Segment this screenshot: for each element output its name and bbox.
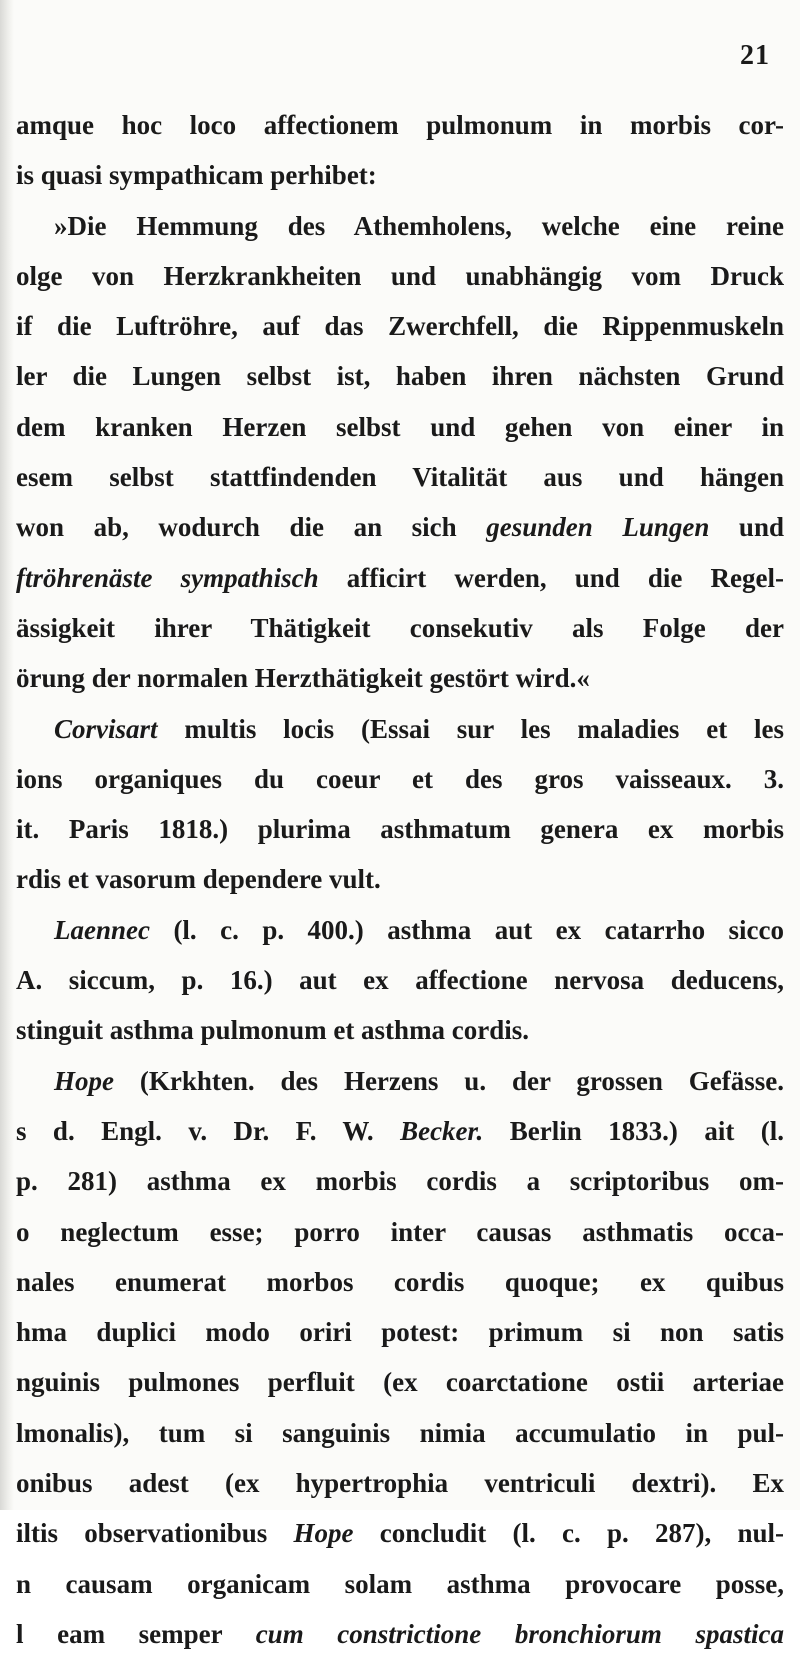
- text-line: o neglectum esse; porro inter causas asthmatis occa-: [16, 1216, 784, 1247]
- italic-text: Corvisart: [54, 713, 158, 744]
- text-line: it. Paris 1818.) plurima asthmatum genera ex morbis: [16, 814, 784, 845]
- text-line: p. 281) asthma ex morbis cordis a scriptoribus om-: [16, 1166, 784, 1197]
- body-text: [16, 100, 784, 1659]
- italic-text: gesunden Lungen: [486, 512, 710, 543]
- text-line: »Die Hemmung des Athemholens, welche eine reine: [54, 210, 784, 241]
- text-line: A. siccum, p. 16.) aut ex affectione nervosa deducens,: [16, 965, 784, 996]
- text-line: if die Luftröhre, auf das Zwerchfell, die Rippenmuskeln: [16, 311, 784, 342]
- text-line: hma duplici modo oriri potest: primum si non satis: [16, 1317, 784, 1348]
- text-line: esem selbst stattfindenden Vitalität aus und hängen: [16, 462, 784, 493]
- text-line: amque hoc loco affectionem pulmonum in morbis cor-: [16, 110, 784, 140]
- italic-text: ftröhrenäste sympathisch: [16, 562, 319, 593]
- text-line: örung der normalen Herzthätigkeit gestört wird.«: [16, 663, 590, 694]
- text-line: onibus adest (ex hypertrophia ventriculi dextri). Ex: [16, 1468, 784, 1499]
- text-line: ions organiques du coeur et des gros vaisseaux. 3.: [16, 763, 784, 794]
- text-line: s d. Engl. v. Dr. F. W. Becker. Berlin 1833.) ait (l.: [16, 1115, 784, 1146]
- text-line: ftröhrenäste sympathisch afficirt werden, und die Regel-: [16, 562, 784, 593]
- text-line: Corvisart multis locis (Essai sur les maladies et les: [54, 713, 784, 744]
- text-line: stinguit asthma pulmonum et asthma cordis.: [16, 1015, 530, 1046]
- italic-text: Laennec: [54, 914, 150, 945]
- italic-text: Hope: [293, 1518, 354, 1549]
- text-line: nales enumerat morbos cordis quoque; ex quibus: [16, 1266, 784, 1297]
- text-line: ler die Lungen selbst ist, haben ihren nächsten Grund: [16, 361, 784, 392]
- text-line: rdis et vasorum dependere vult.: [16, 864, 381, 895]
- text-line: l eam semper cum constrictione bronchiorum spastica: [16, 1618, 784, 1649]
- text-line: is quasi sympathicam perhibet:: [16, 160, 377, 191]
- text-line: won ab, wodurch die an sich gesunden Lungen und: [16, 512, 784, 543]
- text-line: lmonalis), tum si sanguinis nimia accumulatio in pul-: [16, 1417, 784, 1448]
- italic-text: cum constrictione bronchiorum spastica: [255, 1618, 784, 1649]
- italic-text: Becker.: [400, 1115, 484, 1146]
- page-number: 21: [740, 40, 770, 71]
- text-line: iltis observationibus Hope concludit (l. c. p. 287), nul-: [16, 1518, 784, 1549]
- text-line: olge von Herzkrankheiten und unabhängig vom Druck: [16, 260, 784, 291]
- italic-text: Hope: [54, 1065, 114, 1096]
- text-line: Laennec (l. c. p. 400.) asthma aut ex catarrho sicco: [54, 914, 784, 945]
- text-line: ässigkeit ihrer Thätigkeit consekutiv als Folge der: [16, 612, 784, 643]
- text-line: dem kranken Herzen selbst und gehen von einer in: [16, 411, 784, 442]
- text-line: Hope (Krkhten. des Herzens u. der grossen Gefässe.: [54, 1065, 784, 1096]
- page-gutter-shadow: [0, 0, 14, 1510]
- text-line: n causam organicam solam asthma provocare posse,: [16, 1568, 784, 1599]
- text-line: nguinis pulmones perfluit (ex coarctatione ostii arteriae: [16, 1367, 784, 1398]
